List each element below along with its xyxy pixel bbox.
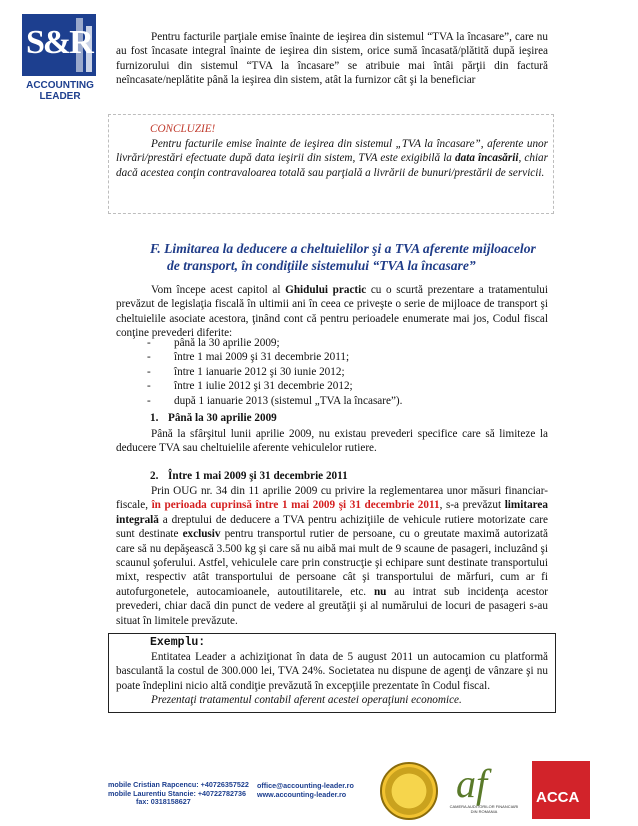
paragraph-emphasis: Ghidului practic: [285, 284, 367, 296]
paragraph-part: pentru transportul rutier de persoane, cu o greutate maximă autorizată care să nu depăşească 3.500 kg şi care să nu aibă mai mult de 9 scaune de pasageri, incluzând şi scaunul şoferului. Astfel, vehiculele care prin construcţie şi echipare sunt destinate transportului mixt, respectiv atât transportului de persoane cât şi transportului de mărfuri, cum ar fi autofurgonetele, autocamioanele, autoutilitarele, etc.: [116, 528, 548, 598]
list-item-text: între 1 iulie 2012 şi 31 decembrie 2012;: [174, 380, 353, 393]
list-dash: -: [147, 337, 151, 349]
cafr-logo-caption: CAMERA AUDITORILOR FINANCIARI DIN ROMANIA: [449, 804, 519, 814]
example-title: Exemplu:: [150, 636, 206, 649]
cafr-logo: [448, 761, 520, 816]
period-list: [147, 336, 402, 408]
section-title-line: de transport, în condiţiile sistemului “TVA la încasare”: [167, 258, 476, 273]
list-dash: -: [147, 365, 151, 378]
section-letter: F.: [150, 241, 161, 256]
list-dash: -: [147, 380, 151, 393]
company-logo: [22, 14, 96, 116]
subheading-1: [150, 412, 277, 424]
subheading-1-paragraph: Până la sfârşitul lunii aprilie 2009, nu existau prevederi specifice care să limiteze la deducere TVA sau cheltuielile aferente vehiculelor rutiere.: [116, 428, 548, 455]
subheading-number: 1.: [150, 412, 159, 424]
paragraph-part: Prin OUG nr. 34 din 11 aprilie 2009 cu privire la reglementarea unor măsuri financiar-fiscale,: [116, 485, 548, 512]
subheading-2-paragraph: [116, 484, 548, 628]
list-item: [147, 394, 402, 408]
list-dash: -: [147, 351, 151, 364]
contact-line: fax: 0318158627: [136, 797, 191, 807]
paragraph-part: cu o scurtă prezentare a tratamentului prevăzut de legislaţia fiscală în ultimii ani în ceea ce priveşte o serie de mijloace de transport şi cheltuielile asociate acestora, ţinând cont că pentru perioadele enumerate mai jos, Codul fiscal conţine prevederi diferite:: [116, 284, 549, 340]
paragraph-emphasis: nu: [373, 585, 387, 598]
website-link[interactable]: www.accounting-leader.ro: [257, 790, 347, 799]
logo-name: ACCOUNTING LEADER: [26, 80, 94, 102]
conclusion-text-part: Pentru facturile emise înainte de ieşirea din sistemul „TVA la încasare”, aferente unor livrări/prestări efectuate după data ieşirii din sistem, TVA este exigibilă la: [116, 138, 548, 165]
paragraph-emphasis: exclusiv: [182, 528, 221, 541]
section-title-line: Limitarea la deducere a cheltuielilor şi a TVA aferente mijloacelor: [164, 241, 536, 256]
conclusion-text-emphasis: data încasării: [455, 152, 519, 165]
logo-initials: S&R: [26, 24, 92, 61]
paragraph-part: a dreptului de deducere a TVA pentru achiziţiile de vehicule rutiere motorizate care sunt destinate: [116, 513, 548, 541]
list-item: [147, 379, 402, 393]
subheading-title: Între 1 mai 2009 şi 31 decembrie 2011: [168, 470, 348, 482]
list-item-text: între 1 mai 2009 şi 31 decembrie 2011;: [174, 351, 350, 364]
paragraph-part: Vom începe acest capitol al: [151, 284, 286, 296]
list-dash: -: [147, 394, 151, 407]
subheading-2: [150, 470, 348, 482]
ceccar-seal-icon: [380, 762, 438, 820]
conclusion-title: CONCLUZIE!: [150, 123, 216, 135]
list-item: [147, 336, 402, 350]
footer-contacts: [108, 781, 249, 807]
intro-paragraph: Pentru facturile parţiale emise înainte de ieşirea din sistemul “TVA la încasare”, care nu au fost încasate integral înainte de ieşirea din sistem, orice sumă încasată/plătită după ieşirea furnizorului din sistemul “TVA la încasare” se atribuie mai întâi părţii din factură neîncasate/neplătite până la ieşirea din sistem, atât la furnizor cât şi la beneficiar: [116, 31, 548, 87]
acca-logo-text: ACCA: [536, 789, 580, 806]
contact-line: mobile Laurentiu Stancie: +40722782736: [108, 788, 247, 798]
cafr-logo-letters: af: [456, 761, 488, 806]
example-text: Entitatea Leader a achiziţionat în data de 5 august 2011 un autocamion cu platformă basculantă la costul de 300.000 lei, TVA 24%. Societatea nu dispune de agenţi de vânzare şi nu poate îndeplini nicio altă condiţie prevăzută în excepţiile prezentate în Codul fiscal.: [116, 651, 548, 692]
paragraph-part: , s-a prevăzut: [439, 499, 505, 512]
paragraph-emphasis: limitarea integrală: [116, 499, 548, 526]
example-task: Prezentaţi tratamentul contabil aferent acestei operaţiuni economice.: [151, 694, 462, 706]
intro-chapter-paragraph: [116, 283, 548, 341]
list-item-text: între 1 ianuarie 2012 şi 30 iunie 2012;: [174, 365, 345, 378]
paragraph-part: au intrat sub incidenţa acestor prevederi, chiar dacă din punct de vedere al greutăţii şi al numărului de locuri de pasageri s-au situat în limitele prevăzute.: [116, 585, 549, 627]
footer-web: [257, 781, 354, 799]
highlighted-period: în perioada cuprinsă între 1 mai 2009 şi 31 decembrie 2011: [151, 499, 440, 512]
list-item: [147, 365, 402, 379]
subheading-number: 2.: [150, 470, 159, 482]
list-item: [147, 350, 402, 364]
subheading-title: Până la 30 aprilie 2009: [168, 412, 277, 424]
list-item-text: după 1 ianuarie 2013 (sistemul „TVA la încasare”).: [174, 394, 403, 407]
list-item-text: până la 30 aprilie 2009;: [174, 337, 280, 349]
email-link[interactable]: office@accounting-leader.ro: [257, 781, 354, 790]
section-title: [150, 240, 550, 274]
contact-line: mobile Cristian Rapcencu: +40726357522: [108, 780, 249, 789]
conclusion-text-part: , chiar dacă acestea conţin contravaloarea totală sau parţială a livrării de bunuri/prestării de servicii.: [116, 152, 549, 179]
conclusion-text: [116, 137, 548, 180]
acca-logo: [532, 761, 590, 819]
